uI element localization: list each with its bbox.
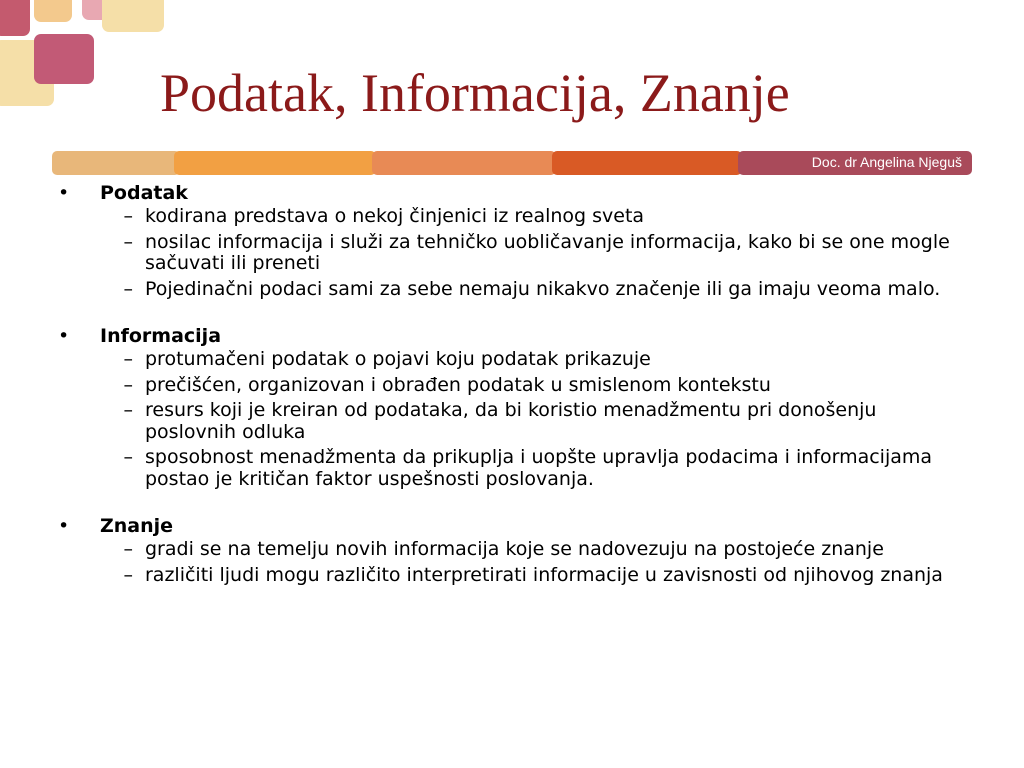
bullet-item bbox=[58, 515, 968, 537]
bullet-symbol: • bbox=[58, 182, 70, 204]
bullet-symbol: • bbox=[58, 325, 70, 347]
dash-symbol: – bbox=[123, 538, 133, 560]
sub-item-text: gradi se na temelju novih informacija koje se nadovezuju na postojeće znanje bbox=[145, 538, 884, 560]
sub-list bbox=[58, 539, 968, 586]
sub-item bbox=[58, 539, 968, 561]
sub-item bbox=[58, 400, 968, 443]
author-label: Doc. dr Angelina Njeguš bbox=[811, 154, 962, 170]
slide-title: Podatak, Informacija, Znanje bbox=[160, 63, 790, 123]
sub-item bbox=[58, 565, 968, 587]
header-band bbox=[52, 151, 972, 175]
bullet-label: Podatak bbox=[100, 182, 188, 204]
sub-item-text: resurs koji je kreiran od podataka, da bi koristio menadžmentu pri donošenju poslovnih odluka bbox=[145, 399, 877, 443]
sub-item bbox=[58, 279, 968, 301]
sub-item-text: nosilac informacija i služi za tehničko uobličavanje informacija, kako bi se one mogle sačuvati ili preneti bbox=[145, 230, 950, 274]
band-segment-4 bbox=[552, 151, 742, 175]
band-segment-3 bbox=[372, 151, 556, 175]
sub-item bbox=[58, 232, 968, 275]
section-informacija bbox=[58, 325, 968, 490]
slide-content bbox=[58, 182, 968, 611]
sub-list bbox=[58, 206, 968, 300]
decor-square-2 bbox=[34, 0, 72, 22]
dash-symbol: – bbox=[123, 277, 133, 300]
sub-item bbox=[58, 206, 968, 228]
sub-item-text: prečišćen, organizovan i obrađen podatak u smislenom kontekstu bbox=[145, 373, 771, 396]
bullet-symbol: • bbox=[58, 515, 70, 537]
section-podatak bbox=[58, 182, 968, 300]
sub-item-text: Pojedinačni podaci sami za sebe nemaju nikakvo značenje ili ga imaju veoma malo. bbox=[145, 277, 941, 300]
sub-item bbox=[58, 375, 968, 397]
section-znanje bbox=[58, 515, 968, 586]
bullet-item bbox=[58, 325, 968, 347]
dash-symbol: – bbox=[123, 348, 133, 370]
dash-symbol: – bbox=[123, 205, 133, 227]
decor-square-6 bbox=[34, 34, 94, 84]
band-segment-2 bbox=[174, 151, 376, 175]
sub-item-text: kodirana predstava o nekoj činjenici iz realnog sveta bbox=[145, 205, 645, 227]
band-segment-1 bbox=[52, 151, 180, 175]
sub-item-text: sposobnost menadžmenta da prikuplja i uopšte upravlja podacima i informacijama postao je kritičan faktor uspešnosti poslovanja. bbox=[145, 446, 933, 490]
bullet-label: Znanje bbox=[100, 515, 174, 537]
decor-square-1 bbox=[0, 0, 30, 36]
sub-item bbox=[58, 349, 968, 371]
dash-symbol: – bbox=[123, 563, 133, 586]
dash-symbol: – bbox=[123, 399, 133, 421]
dash-symbol: – bbox=[123, 373, 133, 396]
sub-item-text: različiti ljudi mogu različito interpretirati informacije u zavisnosti od njihovog znanja bbox=[145, 563, 943, 586]
dash-symbol: – bbox=[123, 446, 133, 468]
decor-square-4 bbox=[102, 0, 164, 32]
dash-symbol: – bbox=[123, 230, 133, 253]
sub-list bbox=[58, 349, 968, 490]
bullet-item bbox=[58, 182, 968, 204]
bullet-label: Informacija bbox=[100, 325, 222, 347]
sub-item bbox=[58, 447, 968, 490]
sub-item-text: protumačeni podatak o pojavi koju podatak prikazuje bbox=[145, 348, 651, 370]
